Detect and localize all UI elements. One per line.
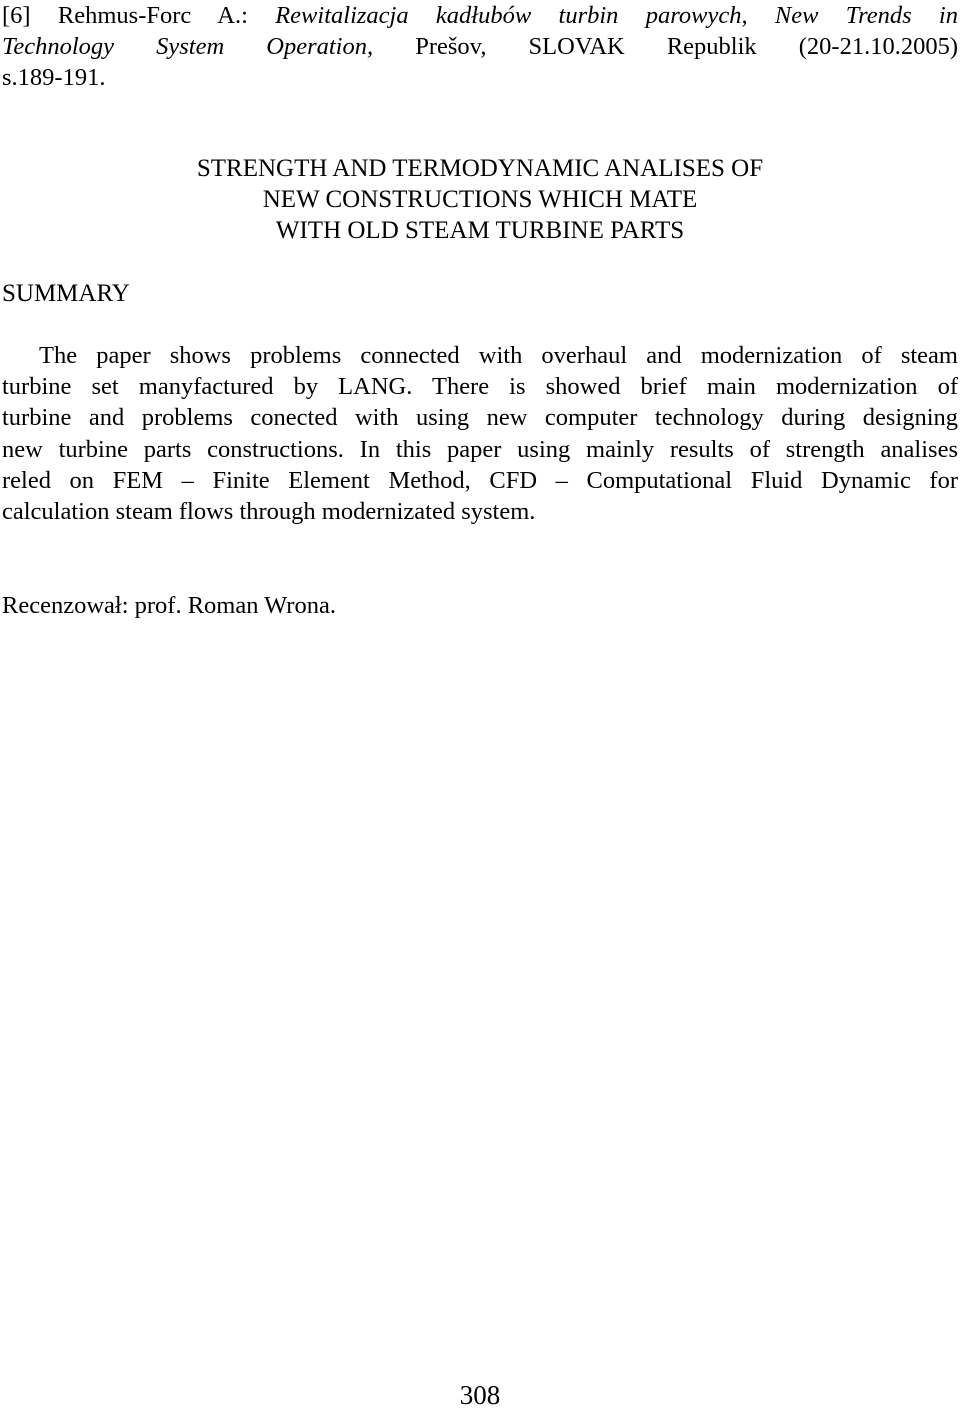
- bibliography-reference: [2, 0, 958, 93]
- abstract-paragraph: [2, 340, 958, 527]
- reference-pages: s.189-191.: [2, 64, 106, 91]
- abstract-line: The paper shows problems connected with overhaul and modernization of steam: [39, 342, 958, 369]
- reference-title-part-1: Rewitalizacja kadłubów turbin parowych, New Trends in: [275, 2, 958, 29]
- paper-title-line-3: WITH OLD STEAM TURBINE PARTS: [275, 217, 685, 244]
- page-number: 308: [459, 1380, 501, 1410]
- abstract-line: reled on FEM – Finite Element Method, CFD – Computational Fluid Dynamic for: [2, 466, 958, 494]
- reference-line-1: [2, 0, 958, 31]
- reference-line-2: [2, 31, 958, 62]
- paper-title: [0, 153, 960, 246]
- reference-number: [6]: [2, 2, 31, 29]
- abstract-line: new turbine parts constructions. In this paper using mainly results of strength analises: [2, 435, 958, 463]
- paper-title-line-1: STRENGTH AND TERMODYNAMIC ANALISES OF: [196, 155, 764, 182]
- reference-details: Prešov, SLOVAK Republik (20-21.10.2005): [415, 33, 958, 60]
- reference-title-part-2: Technology System Operation,: [2, 33, 374, 60]
- abstract-line: turbine set manyfactured by LANG. There is showed brief main modernization of: [2, 373, 958, 401]
- reviewer-note: Recenzował: prof. Roman Wrona.: [2, 592, 336, 619]
- summary-heading: SUMMARY: [2, 280, 130, 307]
- abstract-line: calculation steam flows through modernizated system.: [2, 498, 536, 526]
- abstract-line: turbine and problems conected with using new computer technology during designing: [2, 404, 958, 432]
- reference-authors: Rehmus-Forc A.:: [57, 2, 248, 29]
- paper-title-line-2: NEW CONSTRUCTIONS WHICH MATE: [262, 186, 698, 213]
